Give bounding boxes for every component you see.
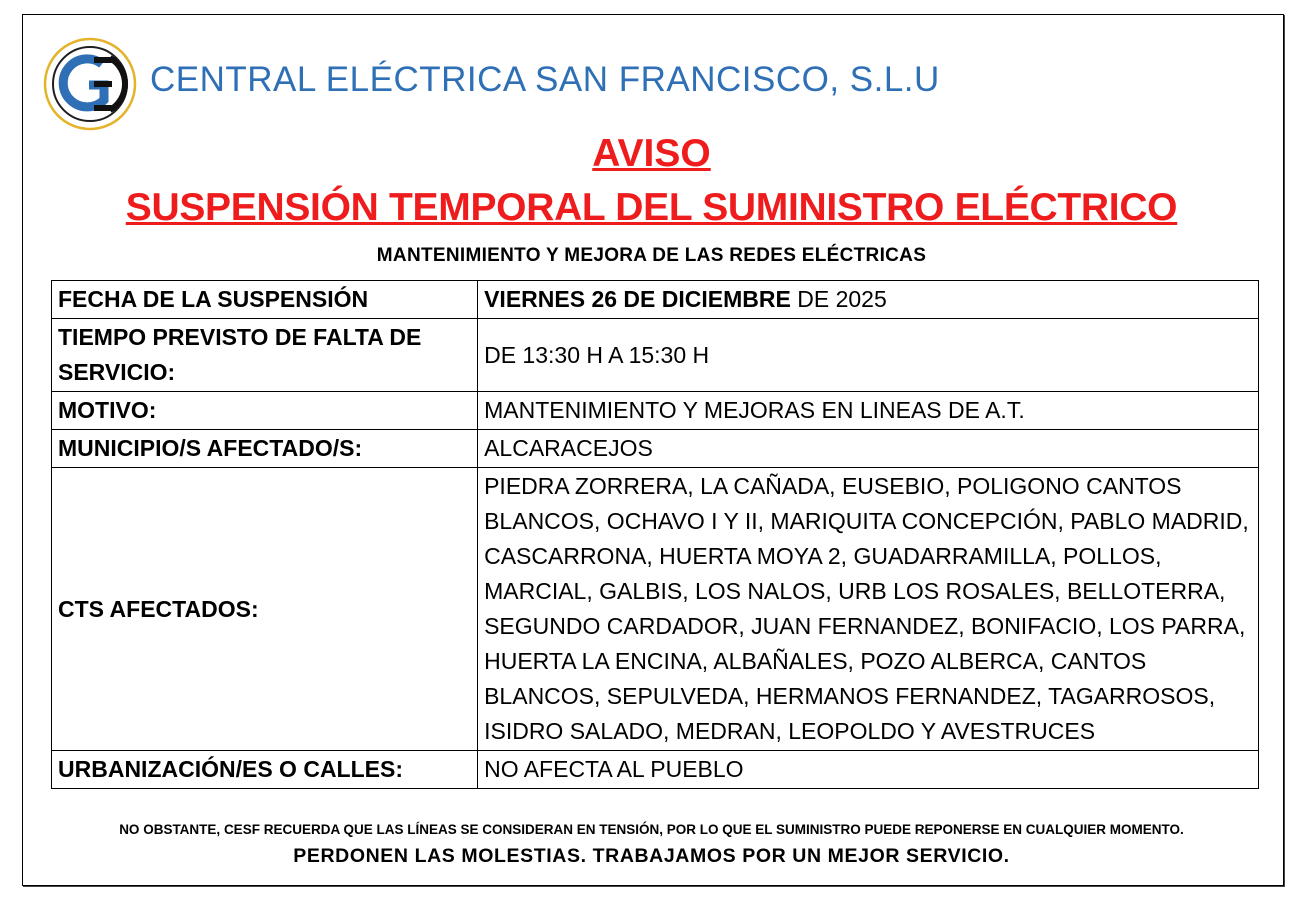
row-value-bold: VIERNES 26 DE DICIEMBRE — [484, 286, 791, 312]
row-label: MUNICIPIO/S AFECTADO/S: — [52, 430, 478, 468]
footer-note: NO OBSTANTE, CESF RECUERDA QUE LAS LÍNEAS SE CONSIDERAN EN TENSIÓN, POR LO QUE EL SUMINISTRO PUEDE REPONERSE EN CUALQUIER MOMENTO. — [119, 822, 1184, 837]
row-value: NO AFECTA AL PUEBLO — [478, 751, 1259, 789]
notice-subtitle: MANTENIMIENTO Y MEJORA DE LAS REDES ELÉCTRICAS — [376, 245, 927, 266]
notice-title: AVISO — [592, 132, 711, 175]
company-name: CENTRAL ELÉCTRICA SAN FRANCISCO, S.L.U — [150, 60, 940, 99]
row-label: TIEMPO PREVISTO DE FALTA DE SERVICIO: — [52, 319, 478, 392]
table-row — [52, 430, 1259, 468]
table-row — [52, 751, 1259, 789]
table-row — [52, 281, 1259, 319]
row-value: MANTENIMIENTO Y MEJORAS EN LINEAS DE A.T. — [478, 392, 1259, 430]
row-label: FECHA DE LA SUSPENSIÓN — [52, 281, 478, 319]
table-row — [52, 392, 1259, 430]
row-label: MOTIVO: — [52, 392, 478, 430]
row-value-rest: DE 2025 — [790, 286, 887, 312]
table-row — [52, 319, 1259, 392]
notice-headline: SUSPENSIÓN TEMPORAL DEL SUMINISTRO ELÉCTRICO — [125, 186, 1178, 229]
row-value: PIEDRA ZORRERA, LA CAÑADA, EUSEBIO, POLIGONO CANTOS BLANCOS, OCHAVO I Y II, MARIQUITA CONCEPCIÓN, PABLO MADRID, CASCARRONA, HUERTA MOYA 2, GUADARRAMILLA, POLLOS, MARCIAL, GALBIS, LOS NALOS, URB LOS ROSALES, BELLOTERRA, SEGUNDO CARDADOR, JUAN FERNANDEZ, BONIFACIO, LOS PARRA, HUERTA LA ENCINA, ALBAÑALES, POZO ALBERCA, CANTOS BLANCOS, SEPULVEDA, HERMANOS FERNANDEZ, TAGARROSOS, ISIDRO SALADO, MEDRAN, LEOPOLDO Y AVESTRUCES — [478, 468, 1259, 751]
table-row — [52, 468, 1259, 751]
cesf-logo-icon — [42, 36, 138, 132]
suspension-details-table — [51, 280, 1259, 789]
row-value: ALCARACEJOS — [478, 430, 1259, 468]
row-label: URBANIZACIÓN/ES O CALLES: — [52, 751, 478, 789]
row-value: DE 13:30 H A 15:30 H — [478, 319, 1259, 392]
row-value — [478, 281, 1259, 319]
row-label: CTS AFECTADOS: — [52, 468, 478, 751]
footer-closing: PERDONEN LAS MOLESTIAS. TRABAJAMOS POR UN MEJOR SERVICIO. — [293, 845, 1010, 867]
